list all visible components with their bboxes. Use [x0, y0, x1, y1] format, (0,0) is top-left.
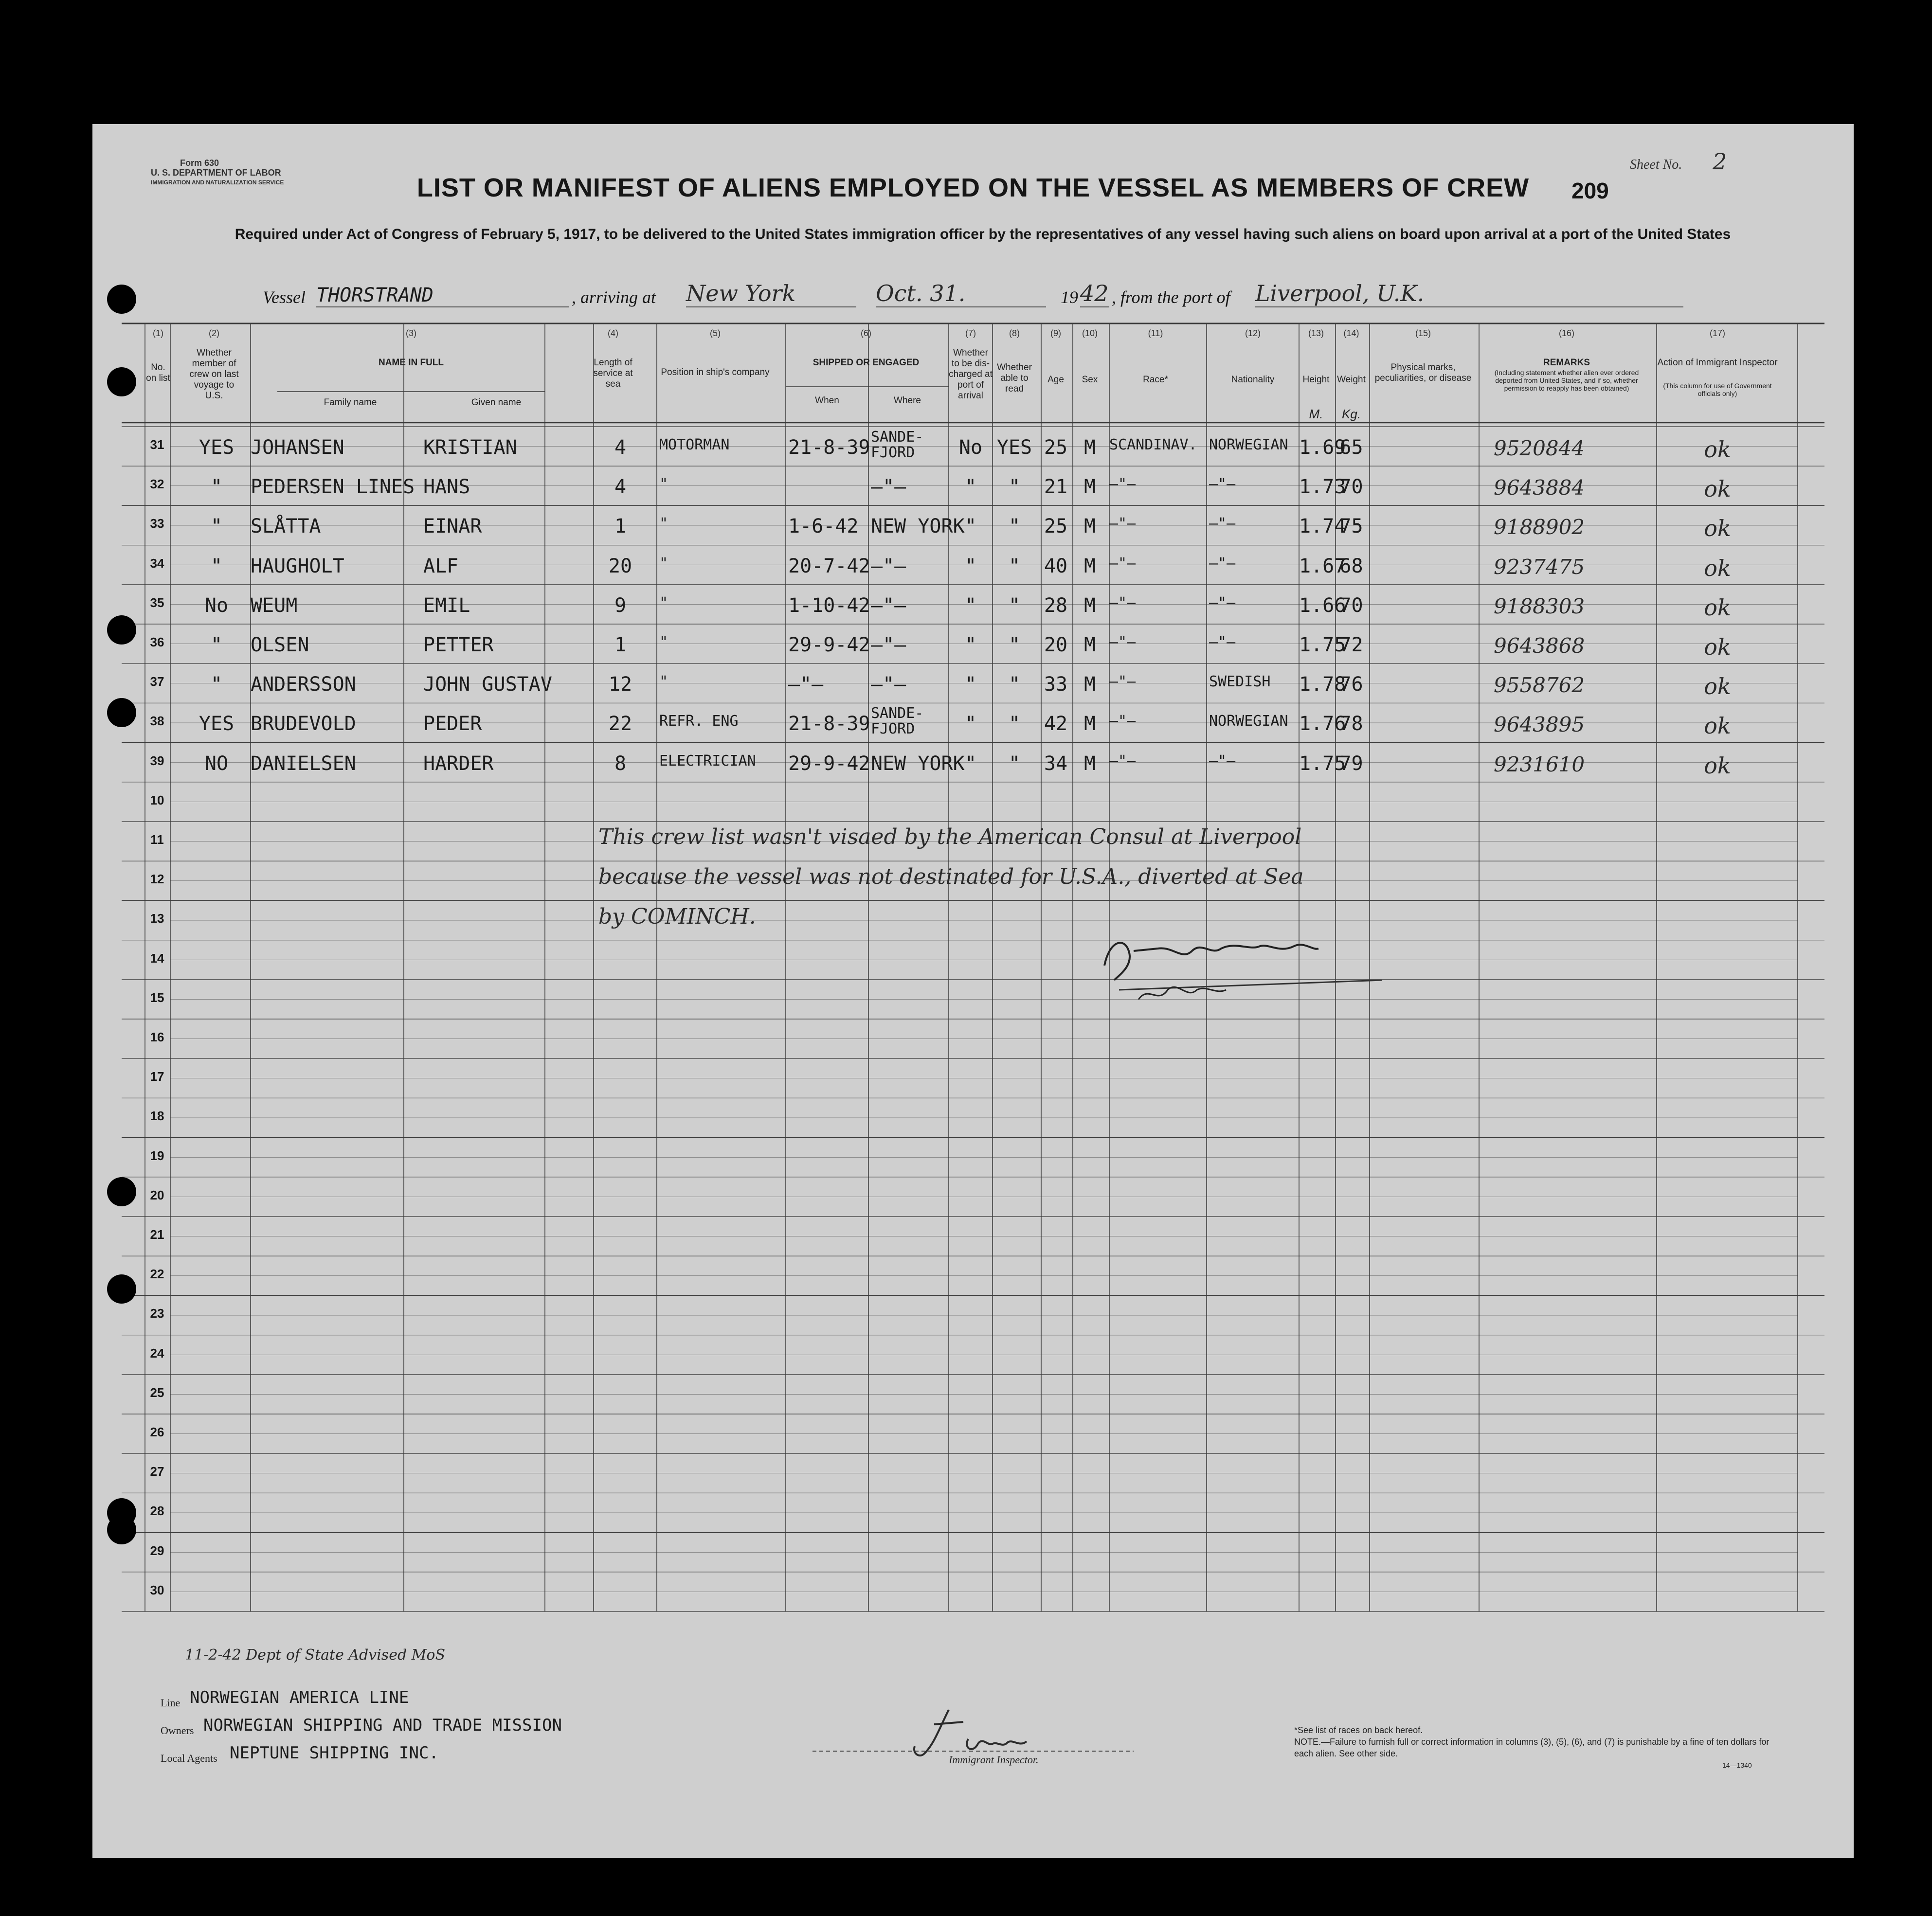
cell-when: 21-8-39 [788, 713, 870, 735]
header-remarks: REMARKS [1543, 358, 1590, 368]
cell-nationality: —"— [1209, 594, 1236, 611]
cell-age: 42 [1044, 713, 1068, 735]
cell-sex: M [1083, 673, 1096, 696]
row-number: 21 [150, 1227, 164, 1242]
header-position: Position in ship's company [661, 367, 770, 377]
col-num-3: (3) [406, 328, 416, 338]
row-number: 29 [150, 1543, 164, 1558]
col-num-13: (13) [1308, 328, 1324, 338]
cell-discharged: No [958, 436, 983, 459]
row-number: 24 [150, 1345, 164, 1361]
col-num-4: (4) [608, 328, 618, 338]
cell-weight: 79 [1339, 752, 1363, 775]
col-num-12: (12) [1245, 328, 1261, 338]
cell-family: HAUGHOLT [251, 555, 344, 577]
header-discharged: Whether to be dis-charged at port of arrival [949, 348, 993, 401]
cell-weight: 76 [1339, 673, 1363, 696]
col-num-11: (11) [1148, 328, 1163, 338]
cell-race: —"— [1109, 713, 1136, 730]
cell-weight: 70 [1339, 476, 1363, 499]
row-number: 19 [150, 1148, 164, 1163]
cell-given: PETTER [423, 634, 494, 656]
cell-family: DANIELSEN [251, 752, 356, 775]
row-number: 23 [150, 1306, 164, 1321]
from-port-label: , from the port of [1112, 287, 1230, 307]
manifest-sheet [92, 124, 1854, 1858]
cell-nationality: —"— [1209, 752, 1236, 770]
cell-member: " [210, 634, 223, 656]
cell-age: 33 [1044, 673, 1068, 696]
cell-position: " [659, 555, 668, 572]
col-num-10: (10) [1082, 328, 1098, 338]
cell-where: —"— [871, 673, 906, 696]
cell-sex: M [1083, 515, 1096, 538]
header-whether-member: Whether member of crew on last voyage to U.S. [189, 348, 239, 401]
page-number: 209 [1571, 178, 1609, 203]
height-unit: M. [1309, 407, 1323, 421]
row-number: 15 [150, 990, 164, 1005]
cell-when: 20-7-42 [788, 555, 870, 577]
cell-action: ok [1704, 436, 1731, 463]
cell-race: —"— [1109, 594, 1136, 611]
cell-sex: M [1083, 436, 1096, 459]
col-num-9: (9) [1050, 328, 1061, 338]
header-height: Height [1302, 375, 1330, 385]
cell-service: 1 [614, 634, 627, 656]
cell-remarks: 9237475 [1494, 555, 1585, 579]
cell-family: SLÅTTA [251, 515, 321, 538]
cell-race: —"— [1109, 555, 1136, 572]
cell-where: NEW YORK [871, 752, 965, 775]
cell-remarks: 9520844 [1494, 436, 1585, 460]
row-number: 14 [150, 950, 164, 966]
cell-read: " [1008, 713, 1021, 735]
year-prefix: 19 [1061, 287, 1078, 307]
cell-discharged: " [964, 555, 977, 577]
cell-given: HANS [423, 476, 470, 499]
cell-when: 21-8-39 [788, 436, 870, 459]
row-number: 20 [150, 1187, 164, 1202]
cell-read: " [1008, 752, 1021, 775]
cell-height: 1.69 [1299, 436, 1346, 459]
cell-service: 20 [608, 555, 632, 577]
line-value: NORWEGIAN AMERICA LINE [190, 1688, 409, 1707]
row-number: 36 [150, 635, 164, 649]
cell-read: " [1008, 634, 1021, 656]
cell-service: 12 [608, 673, 632, 696]
cell-weight: 75 [1339, 515, 1363, 538]
row-number: 33 [150, 516, 164, 531]
footnote [1294, 1724, 1781, 1771]
cell-nationality: SWEDISH [1209, 673, 1271, 691]
footer-code: 14—1340 [1722, 1761, 1752, 1769]
row-number: 32 [150, 477, 164, 492]
punch-hole [107, 698, 136, 727]
cell-where: —"— [871, 555, 906, 577]
cell-action: ok [1704, 594, 1731, 621]
cell-weight: 65 [1339, 436, 1363, 459]
service-name: IMMIGRATION AND NATURALIZATION SERVICE [151, 179, 284, 186]
cell-discharged: " [964, 634, 977, 656]
cell-remarks: 9188902 [1494, 515, 1585, 539]
cell-age: 21 [1044, 476, 1068, 499]
cell-position: " [659, 673, 668, 691]
cell-race: —"— [1109, 515, 1136, 533]
row-number: 11 [150, 832, 164, 847]
cell-when: 1-6-42 [788, 515, 859, 538]
cell-discharged: " [964, 476, 977, 499]
cell-given: KRISTIAN [423, 436, 517, 459]
cell-race: SCANDINAV. [1109, 436, 1197, 453]
header-no-on-list: No. on list [146, 362, 170, 383]
cell-action: ok [1704, 515, 1731, 542]
cell-given: HARDER [423, 752, 494, 775]
cell-member: NO [204, 752, 229, 775]
cell-read: " [1008, 515, 1021, 538]
row-number: 31 [150, 437, 164, 452]
header-given-name: Given name [471, 397, 522, 408]
cell-family: BRUDEVOLD [251, 713, 356, 735]
cell-given: JOHN GUSTAV [423, 673, 552, 696]
cell-position: " [659, 594, 668, 611]
cell-sex: M [1083, 713, 1096, 735]
cell-height: 1.75 [1299, 634, 1346, 656]
cell-family: OLSEN [251, 634, 309, 656]
cell-given: ALF [423, 555, 459, 577]
cell-discharged: " [964, 713, 977, 735]
cell-service: 8 [614, 752, 627, 775]
cell-action: ok [1704, 555, 1731, 581]
cell-age: 20 [1044, 634, 1068, 656]
header-age: Age [1047, 375, 1064, 385]
form-number: Form 630 [180, 158, 219, 168]
header-when: When [815, 395, 839, 406]
cell-weight: 78 [1339, 713, 1363, 735]
header-shipped-or-engaged: SHIPPED OR ENGAGED [813, 358, 920, 368]
cell-member: " [210, 673, 223, 696]
sheet-number-label: Sheet No. [1630, 157, 1682, 172]
col-num-5: (5) [710, 328, 721, 338]
punch-hole [107, 1177, 136, 1206]
arrival-date: Oct. 31. [876, 280, 1046, 307]
arriving-label: , arriving at [572, 287, 656, 307]
cell-family: PEDERSEN LINES [251, 476, 415, 499]
cell-position: ELECTRICIAN [659, 752, 756, 770]
handwritten-note-line3: by COMINCH. [598, 904, 756, 929]
cell-service: 4 [614, 476, 627, 499]
cell-read: YES [996, 436, 1032, 459]
cell-remarks: 9643895 [1494, 713, 1585, 737]
line-label: Line [161, 1697, 181, 1709]
department-name: U. S. DEPARTMENT OF LABOR [151, 168, 281, 178]
cell-where: NEW YORK [871, 515, 965, 538]
cell-when: 1-10-42 [788, 594, 870, 617]
row-number: 13 [150, 911, 164, 926]
cell-given: EINAR [423, 515, 482, 538]
cell-discharged: " [964, 515, 977, 538]
cell-position: " [659, 634, 668, 651]
footnote-fine: NOTE.—Failure to furnish full or correct information in columns (3), (5), (6), and (7) is punishable by a fine of ten dollars for each alien. See other side. [1294, 1737, 1769, 1758]
cell-age: 40 [1044, 555, 1068, 577]
header-family-name: Family name [324, 397, 377, 408]
cell-height: 1.74 [1299, 515, 1346, 538]
punch-hole [107, 1498, 136, 1527]
cell-weight: 68 [1339, 555, 1363, 577]
owners-value: NORWEGIAN SHIPPING AND TRADE MISSION [203, 1716, 562, 1735]
cell-service: 1 [614, 515, 627, 538]
agents-value: NEPTUNE SHIPPING INC. [230, 1743, 439, 1763]
cell-height: 1.73 [1299, 476, 1346, 499]
departure-port: Liverpool, U.K. [1255, 280, 1683, 307]
header-nationality: Nationality [1231, 375, 1275, 385]
manifest-title: LIST OR MANIFEST OF ALIENS EMPLOYED ON THE VESSEL AS MEMBERS OF CREW [416, 173, 1530, 202]
cell-action: ok [1704, 752, 1731, 779]
cell-sex: M [1083, 476, 1096, 499]
header-where: Where [894, 395, 921, 406]
row-number: 26 [150, 1425, 164, 1439]
cell-weight: 72 [1339, 634, 1363, 656]
cell-discharged: " [964, 594, 977, 617]
header-length-of-service: Length of service at sea [593, 358, 633, 389]
cell-given: EMIL [423, 594, 470, 617]
row-number: 10 [150, 792, 164, 807]
col-num-16: (16) [1558, 328, 1574, 338]
header-able-to-read: Whether able to read [997, 362, 1032, 394]
cell-remarks: 9188303 [1494, 594, 1585, 618]
header-remarks-sub: (Including statement whether alien ever ordered deported from United States, and if so, whether permission to reapply has been obtained) [1494, 369, 1639, 392]
row-number: 37 [150, 674, 164, 689]
cell-service: 4 [614, 436, 627, 459]
header-weight: Weight [1337, 375, 1366, 385]
manifest-subtitle: Required under Act of Congress of February 5, 1917, to be delivered to the United States immigration officer by the representatives of any vessel having such aliens on board upon arrival at a port of the United States [235, 226, 1731, 242]
cell-read: " [1008, 673, 1021, 696]
cell-position: MOTORMAN [659, 436, 730, 453]
row-number: 18 [150, 1109, 164, 1124]
header-sex: Sex [1082, 375, 1098, 385]
header-action-sub: (This column for use of Government officials only) [1663, 382, 1772, 397]
cell-read: " [1008, 555, 1021, 577]
cell-nationality: —"— [1209, 634, 1236, 651]
row-number: 39 [150, 753, 164, 768]
cell-given: PEDER [423, 713, 482, 735]
cell-nationality: —"— [1209, 515, 1236, 533]
handwritten-note-line2: because the vessel was not destinated for U.S.A., diverted at Sea [598, 864, 1304, 889]
cell-age: 25 [1044, 436, 1068, 459]
cell-race: —"— [1109, 634, 1136, 651]
weight-unit: Kg. [1341, 407, 1361, 421]
punch-hole [107, 367, 136, 396]
cell-age: 25 [1044, 515, 1068, 538]
cell-where: —"— [871, 476, 906, 499]
cell-age: 28 [1044, 594, 1068, 617]
cell-nationality: NORWEGIAN [1209, 713, 1288, 730]
col-num-2: (2) [209, 328, 219, 338]
cell-where: SANDE- FJORD [871, 429, 924, 461]
col-num-6: (6) [861, 328, 871, 338]
cell-member: " [210, 555, 223, 577]
cell-action: ok [1704, 634, 1731, 660]
arrival-year: 42 [1080, 280, 1109, 306]
cell-discharged: " [964, 752, 977, 775]
cell-where: —"— [871, 634, 906, 656]
cell-when: 29-9-42 [788, 634, 870, 656]
row-number: 28 [150, 1504, 164, 1519]
punch-hole [107, 1274, 136, 1304]
cell-member: " [210, 515, 223, 538]
cell-member: No [204, 594, 229, 617]
footnote-races: *See list of races on back hereof. [1294, 1725, 1423, 1735]
cell-where: SANDE- FJORD [871, 705, 924, 738]
cell-action: ok [1704, 476, 1731, 502]
header-action: Action of Immigrant Inspector [1657, 358, 1778, 368]
cell-action: ok [1704, 713, 1731, 739]
cell-discharged: " [964, 673, 977, 696]
cell-remarks: 9231610 [1494, 752, 1585, 776]
cell-race: —"— [1109, 476, 1136, 493]
agents-label: Local Agents [161, 1752, 217, 1764]
cell-sex: M [1083, 594, 1096, 617]
row-number: 38 [150, 714, 164, 729]
cell-read: " [1008, 594, 1021, 617]
cell-weight: 70 [1339, 594, 1363, 617]
cell-height: 1.76 [1299, 713, 1346, 735]
col-num-14: (14) [1343, 328, 1359, 338]
handwritten-note-line1: This crew list wasn't visaed by the American Consul at Liverpool [598, 824, 1302, 849]
row-number: 30 [150, 1582, 164, 1597]
cell-race: —"— [1109, 673, 1136, 691]
col-num-7: (7) [965, 328, 976, 338]
vessel-name: THORSTRAND [316, 284, 569, 307]
cell-position: REFR. ENG [659, 713, 739, 730]
cell-age: 34 [1044, 752, 1068, 775]
cell-remarks: 9643884 [1494, 476, 1585, 500]
header-physical-marks: Physical marks, peculiarities, or disease [1374, 362, 1472, 383]
inspector-label: Immigrant Inspector. [949, 1754, 1039, 1766]
col-num-8: (8) [1009, 328, 1020, 338]
cell-member: YES [199, 713, 235, 735]
row-number: 22 [150, 1267, 164, 1282]
cell-position: " [659, 515, 668, 533]
cell-family: JOHANSEN [251, 436, 344, 459]
row-number: 12 [150, 872, 164, 887]
cell-remarks: 9643868 [1494, 634, 1585, 658]
cell-where: —"— [871, 594, 906, 617]
cell-height: 1.75 [1299, 752, 1346, 775]
cell-when: 29-9-42 [788, 752, 870, 775]
cell-family: WEUM [251, 594, 298, 617]
row-number: 27 [150, 1464, 164, 1479]
header-name-in-full: NAME IN FULL [378, 358, 444, 368]
cell-sex: M [1083, 555, 1096, 577]
col-num-1: (1) [153, 328, 163, 338]
punch-hole [107, 285, 136, 314]
arrival-port: New York [686, 280, 856, 307]
cell-family: ANDERSSON [251, 673, 356, 696]
cell-nationality: NORWEGIAN [1209, 436, 1288, 453]
row-number: 16 [150, 1030, 164, 1044]
vessel-label: Vessel [263, 287, 306, 307]
punch-hole [107, 615, 136, 645]
cell-member: YES [199, 436, 235, 459]
col-num-15: (15) [1415, 328, 1431, 338]
owners-label: Owners [161, 1724, 194, 1737]
sheet-number-value: 2 [1713, 148, 1727, 175]
row-number: 25 [150, 1385, 164, 1400]
cell-race: —"— [1109, 752, 1136, 770]
row-number: 17 [150, 1069, 164, 1084]
cell-member: " [210, 476, 223, 499]
col-num-17: (17) [1709, 328, 1725, 338]
cell-nationality: —"— [1209, 476, 1236, 493]
master-signature [1090, 922, 1430, 1009]
row-number: 34 [150, 555, 164, 571]
dept-of-state-note: 11-2-42 Dept of State Advised MoS [185, 1647, 446, 1664]
cell-when: —"— [788, 673, 824, 696]
cell-nationality: —"— [1209, 555, 1236, 572]
cell-height: 1.67 [1299, 555, 1346, 577]
header-race: Race* [1143, 375, 1168, 385]
cell-service: 22 [608, 713, 632, 735]
cell-height: 1.78 [1299, 673, 1346, 696]
cell-height: 1.66 [1299, 594, 1346, 617]
cell-service: 9 [614, 594, 627, 617]
cell-read: " [1008, 476, 1021, 499]
cell-position: " [659, 476, 668, 493]
row-number: 35 [150, 595, 164, 610]
cell-remarks: 9558762 [1494, 673, 1585, 698]
cell-sex: M [1083, 752, 1096, 775]
cell-sex: M [1083, 634, 1096, 656]
cell-action: ok [1704, 673, 1731, 700]
